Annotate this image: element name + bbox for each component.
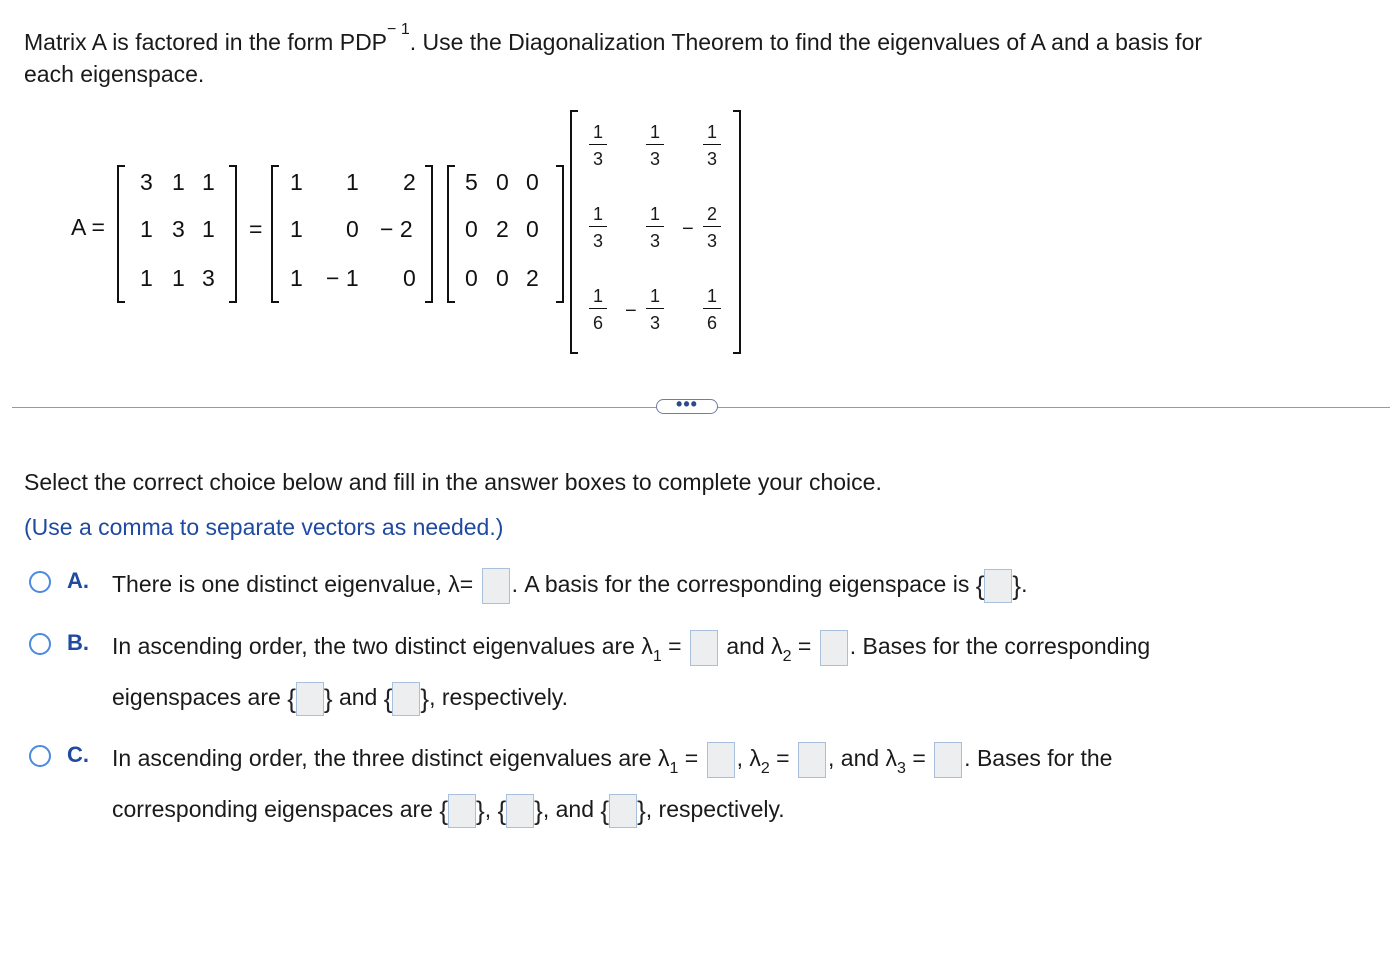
lambda-symbol: λ	[657, 745, 670, 772]
lambda-symbol: λ	[771, 633, 783, 660]
inverse-exponent: − 1	[387, 21, 410, 38]
close-brace: }	[1012, 570, 1022, 601]
matrix-d-cell: 0	[465, 265, 478, 291]
lambda-symbol: λ	[641, 633, 653, 660]
matrix-a-cell: 1	[172, 169, 185, 195]
pinv-fraction: 1 3	[643, 204, 667, 251]
choice-c-lambda1-input[interactable]	[707, 742, 735, 778]
more-options-button[interactable]	[656, 394, 718, 414]
pinv-fraction: 1 3	[586, 204, 610, 251]
choice-c-letter: C.	[67, 742, 89, 767]
matrix-d-cell: 2	[496, 216, 509, 242]
instructions-text: Select the correct choice below and fill in the answer boxes to complete your choice.	[24, 469, 882, 495]
matrix-pinv-right-bracket	[733, 110, 741, 354]
matrix-d-cell: 0	[465, 216, 478, 242]
matrix-p-cell: 0	[403, 265, 416, 291]
matrix-d-cell: 0	[496, 169, 509, 195]
choice-a-eigenvalue-input[interactable]	[482, 568, 510, 604]
matrix-d-cell: 0	[526, 169, 539, 195]
question-text	[24, 21, 1203, 90]
matrix-p-cell: 1	[290, 216, 303, 242]
lambda-symbol: λ	[885, 745, 898, 772]
choice-c-basis2-input[interactable]	[506, 794, 534, 828]
matrix-a-cell: 3	[172, 216, 185, 242]
matrix-d-right-bracket	[556, 165, 564, 303]
matrix-a-right-bracket	[229, 165, 237, 303]
matrix-p-cell: 1	[346, 169, 359, 195]
choice-b-radio[interactable]	[29, 633, 51, 655]
choice-b-basis1-input[interactable]	[296, 682, 324, 716]
question-text-part1: Matrix A is factored in the form PDP	[24, 29, 388, 55]
matrix-d-cell: 5	[465, 169, 478, 195]
lambda-symbol: λ	[749, 745, 761, 772]
choice-c-basis3-input[interactable]	[609, 794, 637, 828]
choice-c-line1: In ascending order, the three distinct eigenvalues are $\lambda_1$ = , $\lambda_2$ = , and $\lambda_3$ = . Bases for the	[112, 742, 1112, 778]
choice-b-basis2-input[interactable]	[392, 682, 420, 716]
choice-c-lambda3-input[interactable]	[934, 742, 962, 778]
matrix-d-cell: 2	[526, 265, 539, 291]
pinv-fraction: 1 3	[586, 122, 610, 169]
open-brace: {	[975, 570, 985, 601]
pinv-fraction: 2 3	[700, 204, 724, 251]
matrix-a-cell: 3	[202, 265, 215, 291]
matrix-d-left-bracket	[447, 165, 455, 303]
choice-c-line2: corresponding eigenspaces are { }, { }, and { }, respectively.	[112, 794, 785, 828]
pinv-fraction: 1 6	[700, 286, 724, 333]
matrix-p-cell: 1	[290, 169, 303, 195]
lhs-label: A =	[71, 214, 105, 240]
matrix-a-cell: 1	[140, 265, 153, 291]
pinv-negative-sign: −	[682, 218, 694, 240]
matrix-p-cell: 2	[403, 169, 416, 195]
choice-c-lambda2-input[interactable]	[798, 742, 826, 778]
choice-b-line1: In ascending order, the two distinct eigenvalues are $\lambda_1$ = and $\lambda_2$ = . Bases for the corresponding	[112, 630, 1150, 666]
pinv-fraction: 1 3	[643, 286, 667, 333]
choice-b-line2: eigenspaces are { } and { }, respectively.	[112, 682, 568, 716]
question-text-part2: . Use the Diagonalization Theorem to find the eigenvalues of A and a basis for	[409, 29, 1203, 55]
choice-a-radio[interactable]	[29, 571, 51, 593]
matrix-a-cell: 1	[172, 265, 185, 291]
matrix-p-cell: 1	[290, 265, 303, 291]
matrix-p-cell: − 1	[326, 265, 359, 291]
choice-a-basis-input[interactable]	[984, 569, 1012, 603]
matrix-p-left-bracket	[271, 165, 279, 303]
choice-a-letter: A.	[67, 568, 89, 593]
matrix-p-cell: − 2	[380, 216, 413, 242]
ellipsis-icon: •••	[676, 394, 698, 414]
choice-c-basis1-input[interactable]	[448, 794, 476, 828]
matrix-d-cell: 0	[496, 265, 509, 291]
matrix-a-cell: 1	[202, 216, 215, 242]
pinv-fraction: 1 6	[586, 286, 610, 333]
pinv-fraction: 1 3	[700, 122, 724, 169]
choice-c-radio[interactable]	[29, 745, 51, 767]
matrix-p-right-bracket	[425, 165, 433, 303]
choice-a-text: There is one distinct eigenvalue, λ= . A basis for the corresponding eigenspace is { }.	[112, 568, 1027, 604]
choice-b-letter: B.	[67, 630, 89, 655]
hint-text: (Use a comma to separate vectors as needed.)	[24, 514, 504, 540]
matrix-a-cell: 1	[140, 216, 153, 242]
equals-sign: =	[249, 216, 263, 242]
question-text-part3: each eigenspace.	[24, 61, 205, 87]
matrix-pinv-left-bracket	[570, 110, 578, 354]
matrix-d-cell: 0	[526, 216, 539, 242]
matrix-a-left-bracket	[117, 165, 125, 303]
pinv-fraction: 1 3	[643, 122, 667, 169]
pinv-negative-sign: −	[625, 300, 637, 322]
choice-b-lambda2-input[interactable]	[820, 630, 848, 666]
lambda-symbol: λ	[448, 571, 460, 598]
choice-b-lambda1-input[interactable]	[690, 630, 718, 666]
matrix-p-cell: 0	[346, 216, 359, 242]
matrix-a-cell: 1	[202, 169, 215, 195]
matrix-a-cell: 3	[140, 169, 153, 195]
